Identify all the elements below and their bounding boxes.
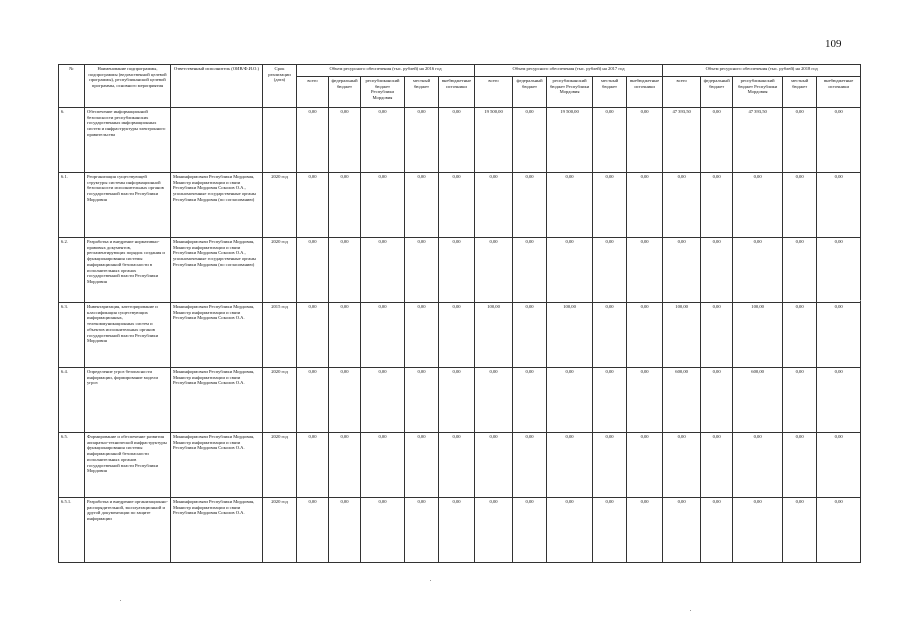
row-value: 0,00	[817, 498, 861, 563]
row-value: 0,00	[627, 368, 663, 433]
row-value: 0,00	[297, 433, 329, 498]
row-number: 6.5.	[59, 433, 85, 498]
table-row	[59, 238, 861, 303]
header-row-groups	[59, 65, 861, 77]
row-name: Инвентаризация, категорирование и классификация существующих информационных, телекоммуникационных систем и объектов исполнительных органов государственной власти Республики Мордовия	[85, 303, 171, 368]
table-row	[59, 303, 861, 368]
scan-speck	[430, 580, 431, 581]
row-number: 6.1.	[59, 173, 85, 238]
row-value: 0,00	[361, 173, 405, 238]
sub-republic: республиканский бюджет Республики Мордовия	[361, 77, 405, 108]
row-value: 0,00	[439, 303, 475, 368]
row-value: 0,00	[361, 433, 405, 498]
row-value: 100,00	[547, 303, 593, 368]
row-value: 0,00	[783, 498, 817, 563]
sub-local: местный бюджет	[593, 77, 627, 108]
row-value: 0,00	[513, 433, 547, 498]
row-value: 0,00	[701, 108, 733, 173]
row-value: 0,00	[817, 433, 861, 498]
row-value: 0,00	[663, 173, 701, 238]
sub-total: всего	[475, 77, 513, 108]
row-value: 0,00	[547, 368, 593, 433]
sub-republic: республиканский бюджет Республики Мордовия	[547, 77, 593, 108]
table-row	[59, 433, 861, 498]
row-value: 0,00	[439, 238, 475, 303]
row-value: 0,00	[329, 238, 361, 303]
row-value: 0,00	[475, 498, 513, 563]
row-value: 0,00	[593, 498, 627, 563]
scan-speck	[120, 600, 121, 601]
table-row	[59, 368, 861, 433]
row-value: 47 393,50	[663, 108, 701, 173]
row-value: 0,00	[547, 173, 593, 238]
row-value: 0,00	[329, 498, 361, 563]
row-value: 0,00	[513, 108, 547, 173]
page-number: 109	[825, 38, 842, 50]
row-value: 0,00	[663, 498, 701, 563]
row-value: 0,00	[593, 303, 627, 368]
row-value: 0,00	[439, 433, 475, 498]
sub-local: местный бюджет	[783, 77, 817, 108]
row-value: 0,00	[329, 303, 361, 368]
row-value: 0,00	[475, 368, 513, 433]
row-value: 0,00	[361, 368, 405, 433]
row-value: 0,00	[513, 173, 547, 238]
header-group-2017: Объем ресурсного обеспечения (тыс. рублей) на 2017 год	[475, 65, 663, 77]
row-value: 0,00	[783, 303, 817, 368]
row-value: 0,00	[783, 173, 817, 238]
row-value: 0,00	[701, 173, 733, 238]
row-term: 2020 год	[263, 238, 297, 303]
scan-speck	[690, 610, 691, 611]
row-value: 0,00	[439, 108, 475, 173]
row-value: 0,00	[513, 498, 547, 563]
row-name: Реорганизация существующей структуры системы информационной безопасности исполнительных органов государственной власти Республики Мордовия	[85, 173, 171, 238]
row-value: 0,00	[297, 498, 329, 563]
row-value: 0,00	[663, 238, 701, 303]
row-value: 0,00	[733, 173, 783, 238]
row-value: 0,00	[783, 433, 817, 498]
row-value: 0,00	[593, 108, 627, 173]
row-executor: Мининформсвязи Республики Мордовия, Министр информатизации и связи Республики Мордовия Соколов О.А.	[171, 303, 263, 368]
row-executor: Мининформсвязи Республики Мордовия, Министр информатизации и связи Республики Мордовия Соколов О.А.	[171, 368, 263, 433]
row-value: 0,00	[439, 498, 475, 563]
row-name: Разработка и внедрение нормативно-правовых документов, регламентирующих порядок создания и функционирования системы информационной безопасности в исполнительных органах государственной власти Республики Мордовия	[85, 238, 171, 303]
row-name: Формирование и обеспечение развития аппаратно-технической инфраструктуры функционирования системы информационной безопасности исполнительных органов государственной власти Республики Мордовия	[85, 433, 171, 498]
sub-total: всего	[663, 77, 701, 108]
sub-offbudget: внебюджетные источники	[439, 77, 475, 108]
row-term: 2020 год	[263, 368, 297, 433]
sub-total: всего	[297, 77, 329, 108]
row-value: 0,00	[329, 173, 361, 238]
row-value: 0,00	[733, 238, 783, 303]
header-no: №	[59, 65, 85, 108]
table-row	[59, 173, 861, 238]
sub-offbudget: внебюджетные источники	[817, 77, 861, 108]
row-name: Разработка и внедрение организационно-распорядительной, эксплуатационной и другой документации по защите информации	[85, 498, 171, 563]
header-term: Срок реализации (дата)	[263, 65, 297, 108]
row-value: 100,00	[733, 303, 783, 368]
row-value: 0,00	[439, 173, 475, 238]
row-value: 0,00	[329, 368, 361, 433]
table-row	[59, 498, 861, 563]
sub-offbudget: внебюджетные источники	[627, 77, 663, 108]
row-value: 0,00	[329, 433, 361, 498]
row-value: 0,00	[547, 433, 593, 498]
row-value: 0,00	[547, 498, 593, 563]
row-executor: Мининформсвязи Республики Мордовия, Министр информатизации и связи Республики Мордовия Соколов О.А.	[171, 433, 263, 498]
row-term	[263, 108, 297, 173]
row-executor: Мининформсвязи Республики Мордовия, Министр информатизации и связи Республики Мордовия Соколов О.А., уполномоченные государственные органы Республики Мордовия (по согласованию)	[171, 173, 263, 238]
row-value: 0,00	[701, 238, 733, 303]
table-body	[59, 108, 861, 563]
scan-speck	[860, 300, 861, 301]
row-value: 0,00	[701, 498, 733, 563]
row-value: 0,00	[701, 433, 733, 498]
row-value: 47 393,50	[733, 108, 783, 173]
header-group-2016: Объем ресурсного обеспечения (тыс. рублей) на 2016 год	[297, 65, 475, 77]
sub-federal: федеральный бюджет	[329, 77, 361, 108]
row-value: 0,00	[593, 433, 627, 498]
row-value: 0,00	[701, 368, 733, 433]
row-value: 0,00	[405, 108, 439, 173]
row-value: 0,00	[593, 173, 627, 238]
sub-local: местный бюджет	[405, 77, 439, 108]
row-term: 2020 год	[263, 498, 297, 563]
row-value: 0,00	[817, 238, 861, 303]
row-value: 0,00	[701, 303, 733, 368]
row-value: 0,00	[329, 108, 361, 173]
row-value: 0,00	[627, 108, 663, 173]
row-value: 0,00	[627, 303, 663, 368]
row-value: 0,00	[439, 368, 475, 433]
row-name: Определение угроз безопасности информации, формирование модели угроз	[85, 368, 171, 433]
row-term: 2020 год	[263, 433, 297, 498]
row-value: 0,00	[593, 238, 627, 303]
row-value: 0,00	[361, 498, 405, 563]
row-value: 0,00	[627, 238, 663, 303]
row-term: 2015 год	[263, 303, 297, 368]
row-name: Обеспечение информационной безопасности республиканских государственных информационных систем и инфраструктуры электронного правительства	[85, 108, 171, 173]
row-value: 100,00	[663, 303, 701, 368]
row-value: 0,00	[817, 303, 861, 368]
row-term: 2020 год	[263, 173, 297, 238]
row-value: 0,00	[361, 303, 405, 368]
row-value: 0,00	[297, 238, 329, 303]
row-value: 0,00	[513, 238, 547, 303]
row-number: 6.2.	[59, 238, 85, 303]
row-value: 0,00	[297, 108, 329, 173]
row-number: 6.	[59, 108, 85, 173]
row-number: 6.4.	[59, 368, 85, 433]
row-value: 0,00	[733, 433, 783, 498]
row-number: 6.5.1.	[59, 498, 85, 563]
row-value: 0,00	[817, 108, 861, 173]
row-value: 19 500,00	[475, 108, 513, 173]
row-value: 0,00	[475, 238, 513, 303]
row-value: 0,00	[405, 238, 439, 303]
row-value: 0,00	[405, 173, 439, 238]
row-value: 0,00	[627, 173, 663, 238]
row-value: 0,00	[361, 238, 405, 303]
row-value: 19 500,00	[547, 108, 593, 173]
row-value: 0,00	[297, 173, 329, 238]
row-value: 0,00	[547, 238, 593, 303]
header-group-2018: Объем ресурсного обеспечения (тыс. рублей) на 2018 год	[663, 65, 861, 77]
row-value: 0,00	[297, 368, 329, 433]
row-value: 100,00	[475, 303, 513, 368]
header-executor: Ответственный исполнитель (ОИВ/Ф.И.О.)	[171, 65, 263, 108]
budget-table	[58, 64, 861, 563]
sub-republic: республиканский бюджет Республики Мордовия	[733, 77, 783, 108]
row-value: 0,00	[663, 433, 701, 498]
row-value: 0,00	[361, 108, 405, 173]
row-value: 0,00	[475, 173, 513, 238]
row-value: 600,00	[663, 368, 701, 433]
row-value: 0,00	[297, 303, 329, 368]
sub-federal: федеральный бюджет	[701, 77, 733, 108]
row-value: 0,00	[405, 303, 439, 368]
row-value: 0,00	[513, 303, 547, 368]
row-value: 0,00	[405, 368, 439, 433]
row-executor: Мининформсвязи Республики Мордовия, Министр информатизации и связи Республики Мордовия Соколов О.А.	[171, 498, 263, 563]
row-value: 0,00	[783, 368, 817, 433]
row-value: 0,00	[783, 108, 817, 173]
row-value: 0,00	[627, 433, 663, 498]
row-value: 0,00	[405, 498, 439, 563]
row-value: 0,00	[513, 368, 547, 433]
header-name: Наименование подпрограммы, подпрограммы (ведомственной целевой программы), республиканской целевой программы, основного мероприятия	[85, 65, 171, 108]
row-value: 0,00	[627, 498, 663, 563]
row-value: 0,00	[783, 238, 817, 303]
row-value: 600,00	[733, 368, 783, 433]
table-row	[59, 108, 861, 173]
row-value: 0,00	[817, 368, 861, 433]
row-value: 0,00	[817, 173, 861, 238]
row-number: 6.3.	[59, 303, 85, 368]
row-value: 0,00	[733, 498, 783, 563]
sub-federal: федеральный бюджет	[513, 77, 547, 108]
row-value: 0,00	[593, 368, 627, 433]
row-executor: Мининформсвязи Республики Мордовия, Министр информатизации и связи Республики Мордовия Соколов О.А., уполномоченные государственные органы Республики Мордовия (по согласованию)	[171, 238, 263, 303]
row-value: 0,00	[475, 433, 513, 498]
row-value: 0,00	[405, 433, 439, 498]
row-executor	[171, 108, 263, 173]
